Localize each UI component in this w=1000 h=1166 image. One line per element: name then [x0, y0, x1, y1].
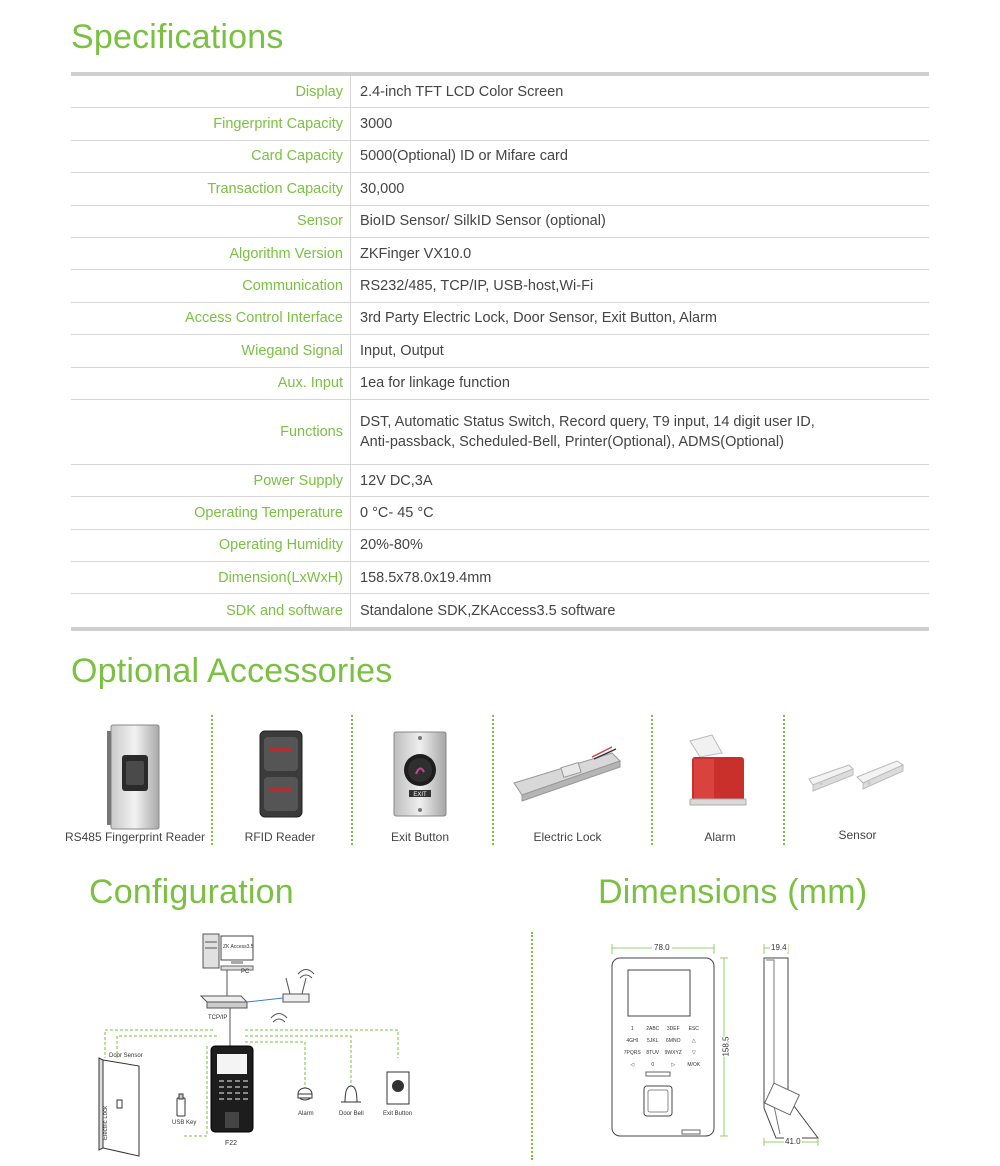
accessory-fingerprint-reader [60, 715, 210, 847]
keypad-key: ESC [688, 1026, 699, 1032]
accessory-electric-lock [500, 715, 635, 847]
alarm-label: Alarm [298, 1111, 314, 1117]
door-sensor-icon [807, 753, 907, 803]
divider [783, 715, 785, 845]
door-sensor-label: Door Sensor [109, 1053, 143, 1059]
configuration-diagram [95, 930, 435, 1162]
spec-row [71, 530, 929, 562]
dimensions-drawing [600, 938, 930, 1160]
spec-value: 2.4-inch TFT LCD Color Screen [360, 83, 564, 100]
spec-row [71, 141, 929, 173]
spec-label: Sensor [71, 206, 351, 237]
keypad-key: 1 [630, 1026, 634, 1032]
dimensions-title: Dimensions (mm) [598, 873, 868, 911]
accessory-label: Electric Lock [533, 830, 602, 844]
spec-label: Functions [71, 400, 351, 464]
accessory-label: RFID Reader [244, 830, 316, 844]
spec-value: 12V DC,3A [360, 472, 433, 489]
door-bell-label: Door Bell [339, 1111, 364, 1117]
spec-value: 1ea for linkage function [360, 375, 510, 392]
accessory-exit-button [360, 715, 480, 847]
spec-row [71, 303, 929, 335]
keypad-key: 9WXYZ [664, 1050, 682, 1056]
spec-label: Wiegand Signal [71, 335, 351, 366]
keypad-key: 8TUV [646, 1050, 660, 1056]
spec-row [71, 368, 929, 400]
divider [651, 715, 653, 845]
keypad-key: 5JKL [647, 1038, 659, 1044]
keypad-key: 7PQRS [623, 1050, 641, 1056]
pc-label: PC [241, 969, 250, 975]
alarm-icon [682, 733, 752, 813]
spec-row [71, 562, 929, 594]
spec-value: 158.5x78.0x19.4mm [360, 569, 492, 586]
spec-row [71, 76, 929, 108]
spec-label: Access Control Interface [71, 303, 351, 334]
accessory-door-sensor [795, 715, 920, 847]
spec-value: BioID Sensor/ SilkID Sensor (optional) [360, 213, 606, 230]
keypad-key: 3DEF [666, 1026, 680, 1032]
spec-value: RS232/485, TCP/IP, USB-host,Wi-Fi [360, 278, 594, 295]
keypad-key: 0 [651, 1062, 655, 1068]
dimension-depth-bottom-label: 41.0 [785, 1137, 801, 1146]
usb-key-label: USB Key [172, 1120, 197, 1126]
keypad-key: ▷ [671, 1062, 676, 1068]
accessory-alarm [660, 715, 780, 847]
spec-label: Communication [71, 270, 351, 301]
divider [351, 715, 353, 845]
spec-row [71, 465, 929, 497]
accessory-rfid-reader [220, 715, 340, 847]
keypad-key: 6MNO [666, 1038, 681, 1044]
spec-row [71, 206, 929, 238]
keypad-key: M/OK [687, 1062, 701, 1068]
accessory-label: Sensor [838, 828, 877, 842]
keypad-key: 4GHI [626, 1038, 639, 1044]
spec-label: Power Supply [71, 465, 351, 496]
spec-label: Aux. Input [71, 368, 351, 399]
keypad-key: △ [691, 1038, 696, 1044]
spec-row [71, 335, 929, 367]
keypad-key: ◁ [630, 1062, 635, 1068]
spec-row [71, 173, 929, 205]
spec-value: Input, Output [360, 342, 444, 359]
device-keypad [622, 1025, 704, 1069]
specifications-table [71, 72, 929, 631]
rfid-reader-icon [256, 729, 306, 819]
spec-row [71, 400, 929, 465]
accessories-strip [60, 715, 940, 847]
spec-label: SDK and software [71, 594, 351, 626]
specifications-title: Specifications [71, 18, 284, 56]
spec-label: Fingerprint Capacity [71, 108, 351, 139]
spec-row [71, 594, 929, 626]
electric-lock-label: Electric Lock [103, 1105, 110, 1141]
configuration-title: Configuration [89, 873, 294, 911]
pc-screen-text: ZK Access3.5 [223, 944, 254, 950]
spec-row [71, 270, 929, 302]
spec-value: 0 °C- 45 °C [360, 504, 434, 521]
configuration-wiring [95, 930, 435, 1162]
dimension-width-label: 78.0 [654, 943, 670, 952]
dimension-depth-top-label: 19.4 [771, 943, 787, 952]
device-label: F22 [225, 1140, 238, 1147]
spec-value: 3rd Party Electric Lock, Door Sensor, Exit Button, Alarm [360, 310, 718, 327]
accessories-title: Optional Accessories [71, 652, 393, 690]
spec-label: Card Capacity [71, 141, 351, 172]
spec-value: DST, Automatic Status Switch, Record query, T9 input, 14 digit user ID, Anti-passback, Scheduled-Bell, Printer(Optional), ADMS(Optional) [360, 413, 815, 450]
exit-button-label: Exit Button [383, 1111, 413, 1117]
divider [211, 715, 213, 845]
keypad-key: 2ABC [646, 1026, 660, 1032]
spec-value: 20%-80% [360, 537, 423, 554]
accessory-label: RS485 Fingerprint Reader [64, 830, 206, 844]
divider [531, 932, 533, 1160]
accessory-label: Alarm [704, 830, 736, 844]
dimension-height-label: 158.5 [721, 1036, 731, 1057]
spec-value: 5000(Optional) ID or Mifare card [360, 148, 568, 165]
spec-value: 30,000 [360, 180, 405, 197]
spec-label: Operating Temperature [71, 497, 351, 528]
fingerprint-reader-icon [105, 723, 165, 833]
accessory-label: Exit Button [390, 830, 450, 844]
spec-label: Dimension(LxWxH) [71, 562, 351, 593]
spec-value: Standalone SDK,ZKAccess3.5 software [360, 602, 616, 619]
exit-button-icon [392, 730, 448, 818]
spec-value: ZKFinger VX10.0 [360, 245, 472, 262]
spec-label: Display [71, 76, 351, 107]
spec-value: 3000 [360, 116, 393, 133]
divider [492, 715, 494, 845]
spec-row [71, 108, 929, 140]
keypad-key: ▽ [691, 1050, 696, 1056]
spec-label: Transaction Capacity [71, 173, 351, 204]
svg-text:EXIT: EXIT [413, 792, 427, 798]
spec-label: Operating Humidity [71, 530, 351, 561]
tcpip-label: TCP/IP [208, 1015, 228, 1021]
electric-lock-icon [512, 743, 622, 803]
spec-row [71, 497, 929, 529]
spec-label: Algorithm Version [71, 238, 351, 269]
spec-row [71, 238, 929, 270]
